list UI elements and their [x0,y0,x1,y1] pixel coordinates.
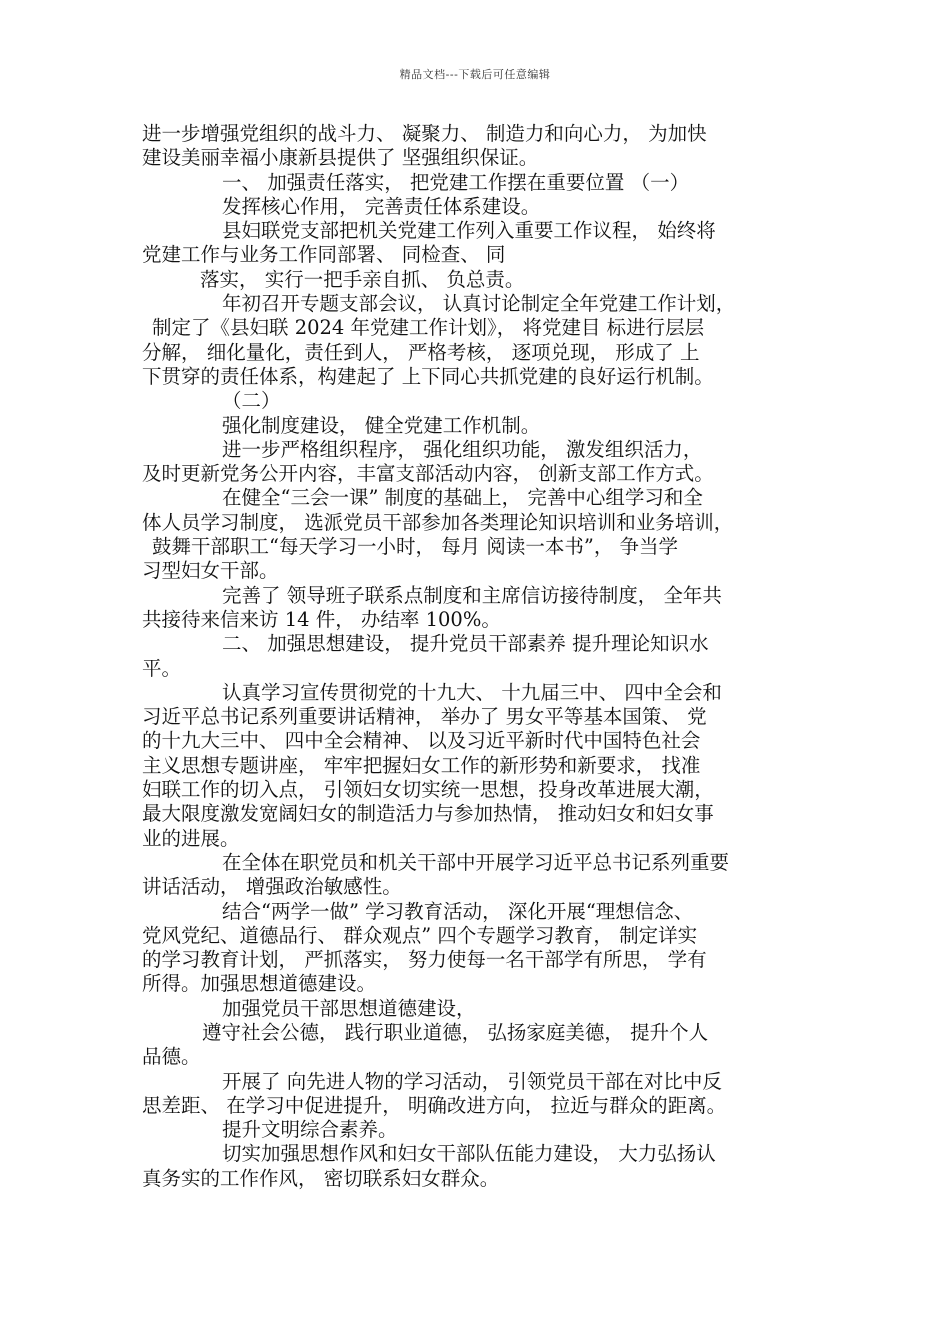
text-line: 习型妇女干部。 [142,559,279,583]
text-line: （二） [222,389,281,413]
text-line: 完善了 领导班子联系点制度和主席信访接待制度， 全年共 [222,583,722,607]
text-line: 二、 加强思想建设， 提升党员干部素养 提升理论知识水 [222,632,709,656]
text-line: 体人员学习制度， 选派党员干部参加各类理论知识培训和业务培训， [142,510,734,534]
text-line: 建设美丽幸福小康新县提供了 坚强组织保证。 [142,146,539,170]
text-line: 主义思想专题讲座， 牢牢把握妇女工作的新形势和新要求， 找准 [142,753,701,777]
text-line: 结合“两学一做” 学习教育活动， 深化开展“理想信念、 [222,899,694,923]
text-line: 及时更新党务公开内容，丰富支部活动内容， 创新支部工作方式。 [142,462,714,486]
text-line: 思差距、 在学习中促进提升， 明确改进方向， 拉近与群众的距离。 [142,1093,727,1117]
text-line: 品德。 [142,1045,201,1069]
text-line: 切实加强思想作风和妇女干部队伍能力建设， 大力弘扬认 [222,1142,716,1166]
page-header: 精品文档---下载后可任意编辑 [399,68,551,81]
text-line: 党建工作与业务工作同部署、 同检查、 同 [142,243,506,267]
text-line: 的学习教育计划， 严抓落实， 努力使每一名干部学有所思， 学有 [142,948,707,972]
text-line: 妇联工作的切入点， 引领妇女切实统一思想，投身改革进展大潮， [142,778,714,802]
text-line: 党风党纪、道德品行、 群众观点” 四个专题学习教育， 制定详实 [142,923,698,947]
text-line: 平。 [142,656,182,680]
text-line: 县妇联党支部把机关党建工作列入重要工作议程， 始终将 [222,219,716,243]
text-line: 业的进展。 [142,826,240,850]
text-line: 真务实的工作作风， 密切联系妇女群众。 [142,1166,500,1190]
text-line: 进一步严格组织程序， 强化组织功能， 激发组织活力， [222,437,703,461]
document-body [142,122,814,1191]
text-line: 落实， 实行一把手亲自抓、 负总责。 [200,267,525,291]
text-line: 提升文明综合素养。 [222,1118,398,1142]
text-line: 制定了《县妇联 2024 年党建工作计划》， 将党建目 标进行层层 [152,316,705,340]
text-line: 分解， 细化量化，责任到人， 严格考核， 逐项兑现， 形成了 上 [142,340,700,364]
text-line: 所得。加强思想道德建设。 [142,972,377,996]
text-line: 加强党员干部思想道德建设， [222,996,476,1020]
text-line: 遵守社会公德， 践行职业道德， 弘扬家庭美德， 提升个人 [202,1020,709,1044]
text-line: 鼓舞干部职工“每天学习一小时， 每月 阅读一本书”， 争当学 [152,535,679,559]
text-line: 认真学习宣传贯彻党的十九大、 十九届三中、 四中全会和 [222,680,722,704]
text-line: 最大限度激发宽阔妇女的制造活力与参加热情， 推动妇女和妇女事 [142,802,714,826]
text-line: 强化制度建设， 健全党建工作机制。 [222,413,541,437]
text-line: 在健全“三会一课” 制度的基础上， 完善中心组学习和全 [222,486,703,510]
text-line: 年初召开专题支部会议， 认真讨论制定全年党建工作计划， [222,292,736,316]
text-line: 讲话活动， 增强政治敏感性。 [142,875,402,899]
text-line: 共接待来信来访 14 件， 办结率 100%。 [142,607,501,631]
text-line: 下贯穿的责任体系，构建起了 上下同心共抓党建的良好运行机制。 [142,364,714,388]
text-line: 一、 加强责任落实， 把党建工作摆在重要位置 （一） [222,170,690,194]
text-line: 发挥核心作用， 完善责任体系建设。 [222,194,541,218]
text-line: 习近平总书记系列重要讲话精神， 举办了 男女平等基本国策、 党 [142,705,707,729]
text-line: 进一步增强党组织的战斗力、 凝聚力、 制造力和向心力， 为加快 [142,122,707,145]
text-line: 的十九大三中、 四中全会精神、 以及习近平新时代中国特色社会 [142,729,701,753]
text-line: 开展了 向先进人物的学习活动， 引领党员干部在对比中反 [222,1069,722,1093]
text-line: 在全体在职党员和机关干部中开展学习近平总书记系列重要 [222,850,730,874]
